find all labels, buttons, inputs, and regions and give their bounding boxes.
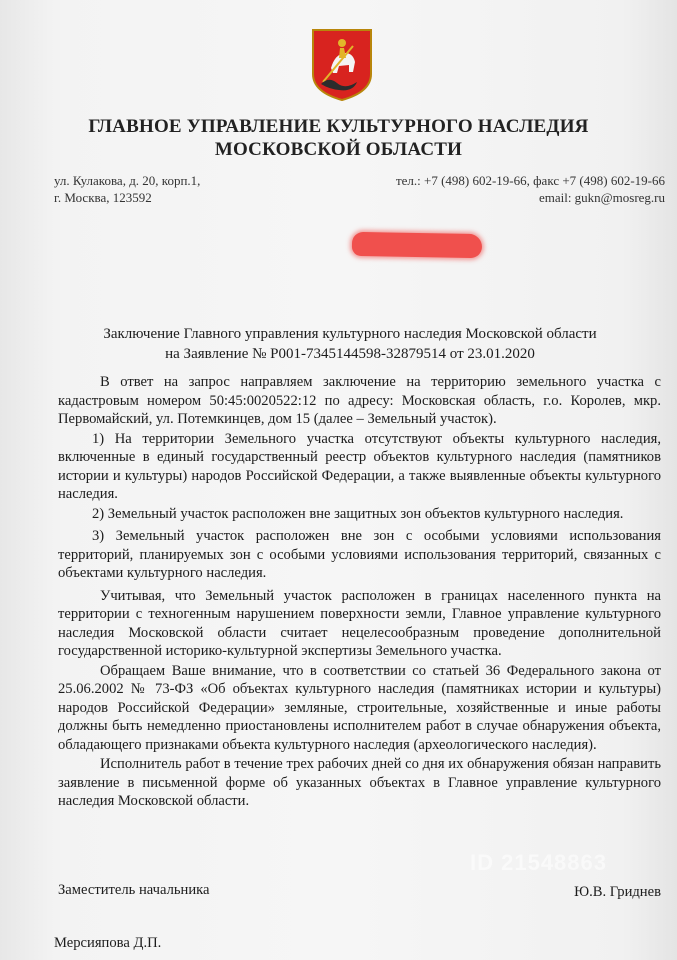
paragraph-attention: Обращаем Ваше внимание, что в соответствии со статьей 36 Федерального закона от 25.06.2002 № 73-ФЗ «Об объектах культурного наследия (памятниках истории и культуры) народов Российской Федерации» земляные, строительные, хозяйственные и иные работы должны быть немедленно приостановлены исполнителем работ в случае обнаружения объекта, обладающего признаками объекта культурного наследия (археологического наследия). — [58, 662, 661, 753]
org-title-line-1: ГЛАВНОЕ УПРАВЛЕНИЕ КУЛЬТУРНОГО НАСЛЕДИЯ — [88, 116, 589, 137]
paragraph-item-3: 3) Земельный участок расположен вне зон с особыми условиями использования территорий, планируемых зон с особыми условиями использования территорий, связанных с объектами культурного наследия. — [58, 528, 661, 581]
org-title-line-2: МОСКОВСКОЙ ОБЛАСТИ — [214, 139, 463, 160]
watermark: ID 21548863 — [470, 850, 607, 875]
paragraph-considering: Учитывая, что Земельный участок расположен в границах населенного пункта на территории с техногенным нарушением поверхности земли, Главное управление культурного наследия Московской области считает нецелесообразным проведение дополнительной государственной историко-культурной экспертизы Земельного участка. — [58, 587, 661, 659]
document-body — [58, 373, 661, 811]
signatory-position: Заместитель начальника — [58, 882, 210, 898]
signatory-name: Ю.В. Гриднев — [574, 884, 661, 900]
contact-info — [396, 172, 665, 206]
document-heading-line-1: Заключение Главного управления культурного наследия Московской области — [103, 326, 597, 342]
redaction-mark — [352, 232, 482, 258]
address-line-1: ул. Кулакова, д. 20, корп.1, — [54, 173, 201, 188]
paragraph-item-2: 2) Земельный участок расположен вне защитных зон объектов культурного наследия. — [92, 505, 624, 522]
address-line-2: г. Москва, 123592 — [54, 190, 152, 205]
paragraph-executor: Исполнитель работ в течение трех рабочих дней со дня их обнаружения обязан направить заявление в письменной форме об указанных объектах в Главное управление культурного наследия Московской области. — [58, 756, 661, 809]
postal-address — [54, 172, 200, 206]
document-heading-line-2: на Заявление № P001-7345144598-32879514 от 23.01.2020 — [165, 346, 535, 362]
executor-name: Мерсияпова Д.П. — [54, 935, 162, 951]
paragraph-intro: В ответ на запрос направляем заключение на территорию земельного участка с кадастровым номером 50:45:0020522:12 по адресу: Московская область, г.о. Королев, мкр. Первомайский, ул. Потемкинцев, дом 15 (далее – Земельный участок). — [58, 374, 661, 427]
moscow-region-coat-of-arms-icon — [309, 26, 375, 102]
paragraph-item-1: 1) На территории Земельного участка отсутствуют объекты культурного наследия, включенные в единый государственный реестр объектов культурного наследия (памятников истории и культуры) народов Российской Федерации, а также выявленные объекты культурного наследия. — [58, 430, 661, 502]
phone-fax: тел.: +7 (498) 602-19-66, факс +7 (498) 602-19-66 — [395, 173, 665, 188]
email-address: email: gukn@mosreg.ru — [538, 190, 665, 205]
